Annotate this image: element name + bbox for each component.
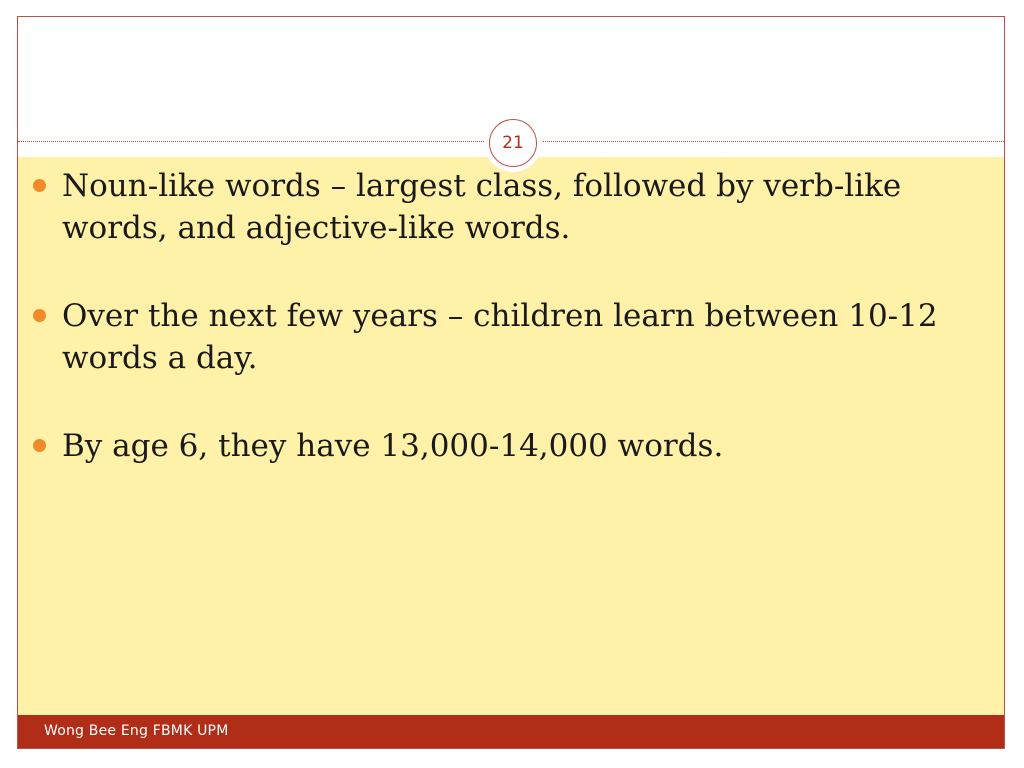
bullet-icon — [33, 309, 46, 322]
bullet-icon — [33, 439, 46, 452]
bullet-item — [30, 165, 960, 249]
bullet-text: Noun-like words – largest class, followed by verb-like words, and adjective-like words. — [62, 168, 902, 246]
bullet-icon — [33, 179, 46, 192]
bullet-text: By age 6, they have 13,000-14,000 words. — [62, 428, 724, 464]
page-badge-circle — [489, 119, 537, 167]
page-number: 21 — [502, 132, 524, 153]
bullet-list — [30, 165, 960, 513]
bullet-text: Over the next few years – children learn between 10-12 words a day. — [62, 298, 938, 376]
bullet-item — [30, 295, 960, 379]
bullet-item — [30, 425, 960, 467]
footer-text: Wong Bee Eng FBMK UPM — [44, 723, 229, 739]
footer-bar — [18, 715, 1004, 749]
page-number-badge — [484, 114, 542, 172]
